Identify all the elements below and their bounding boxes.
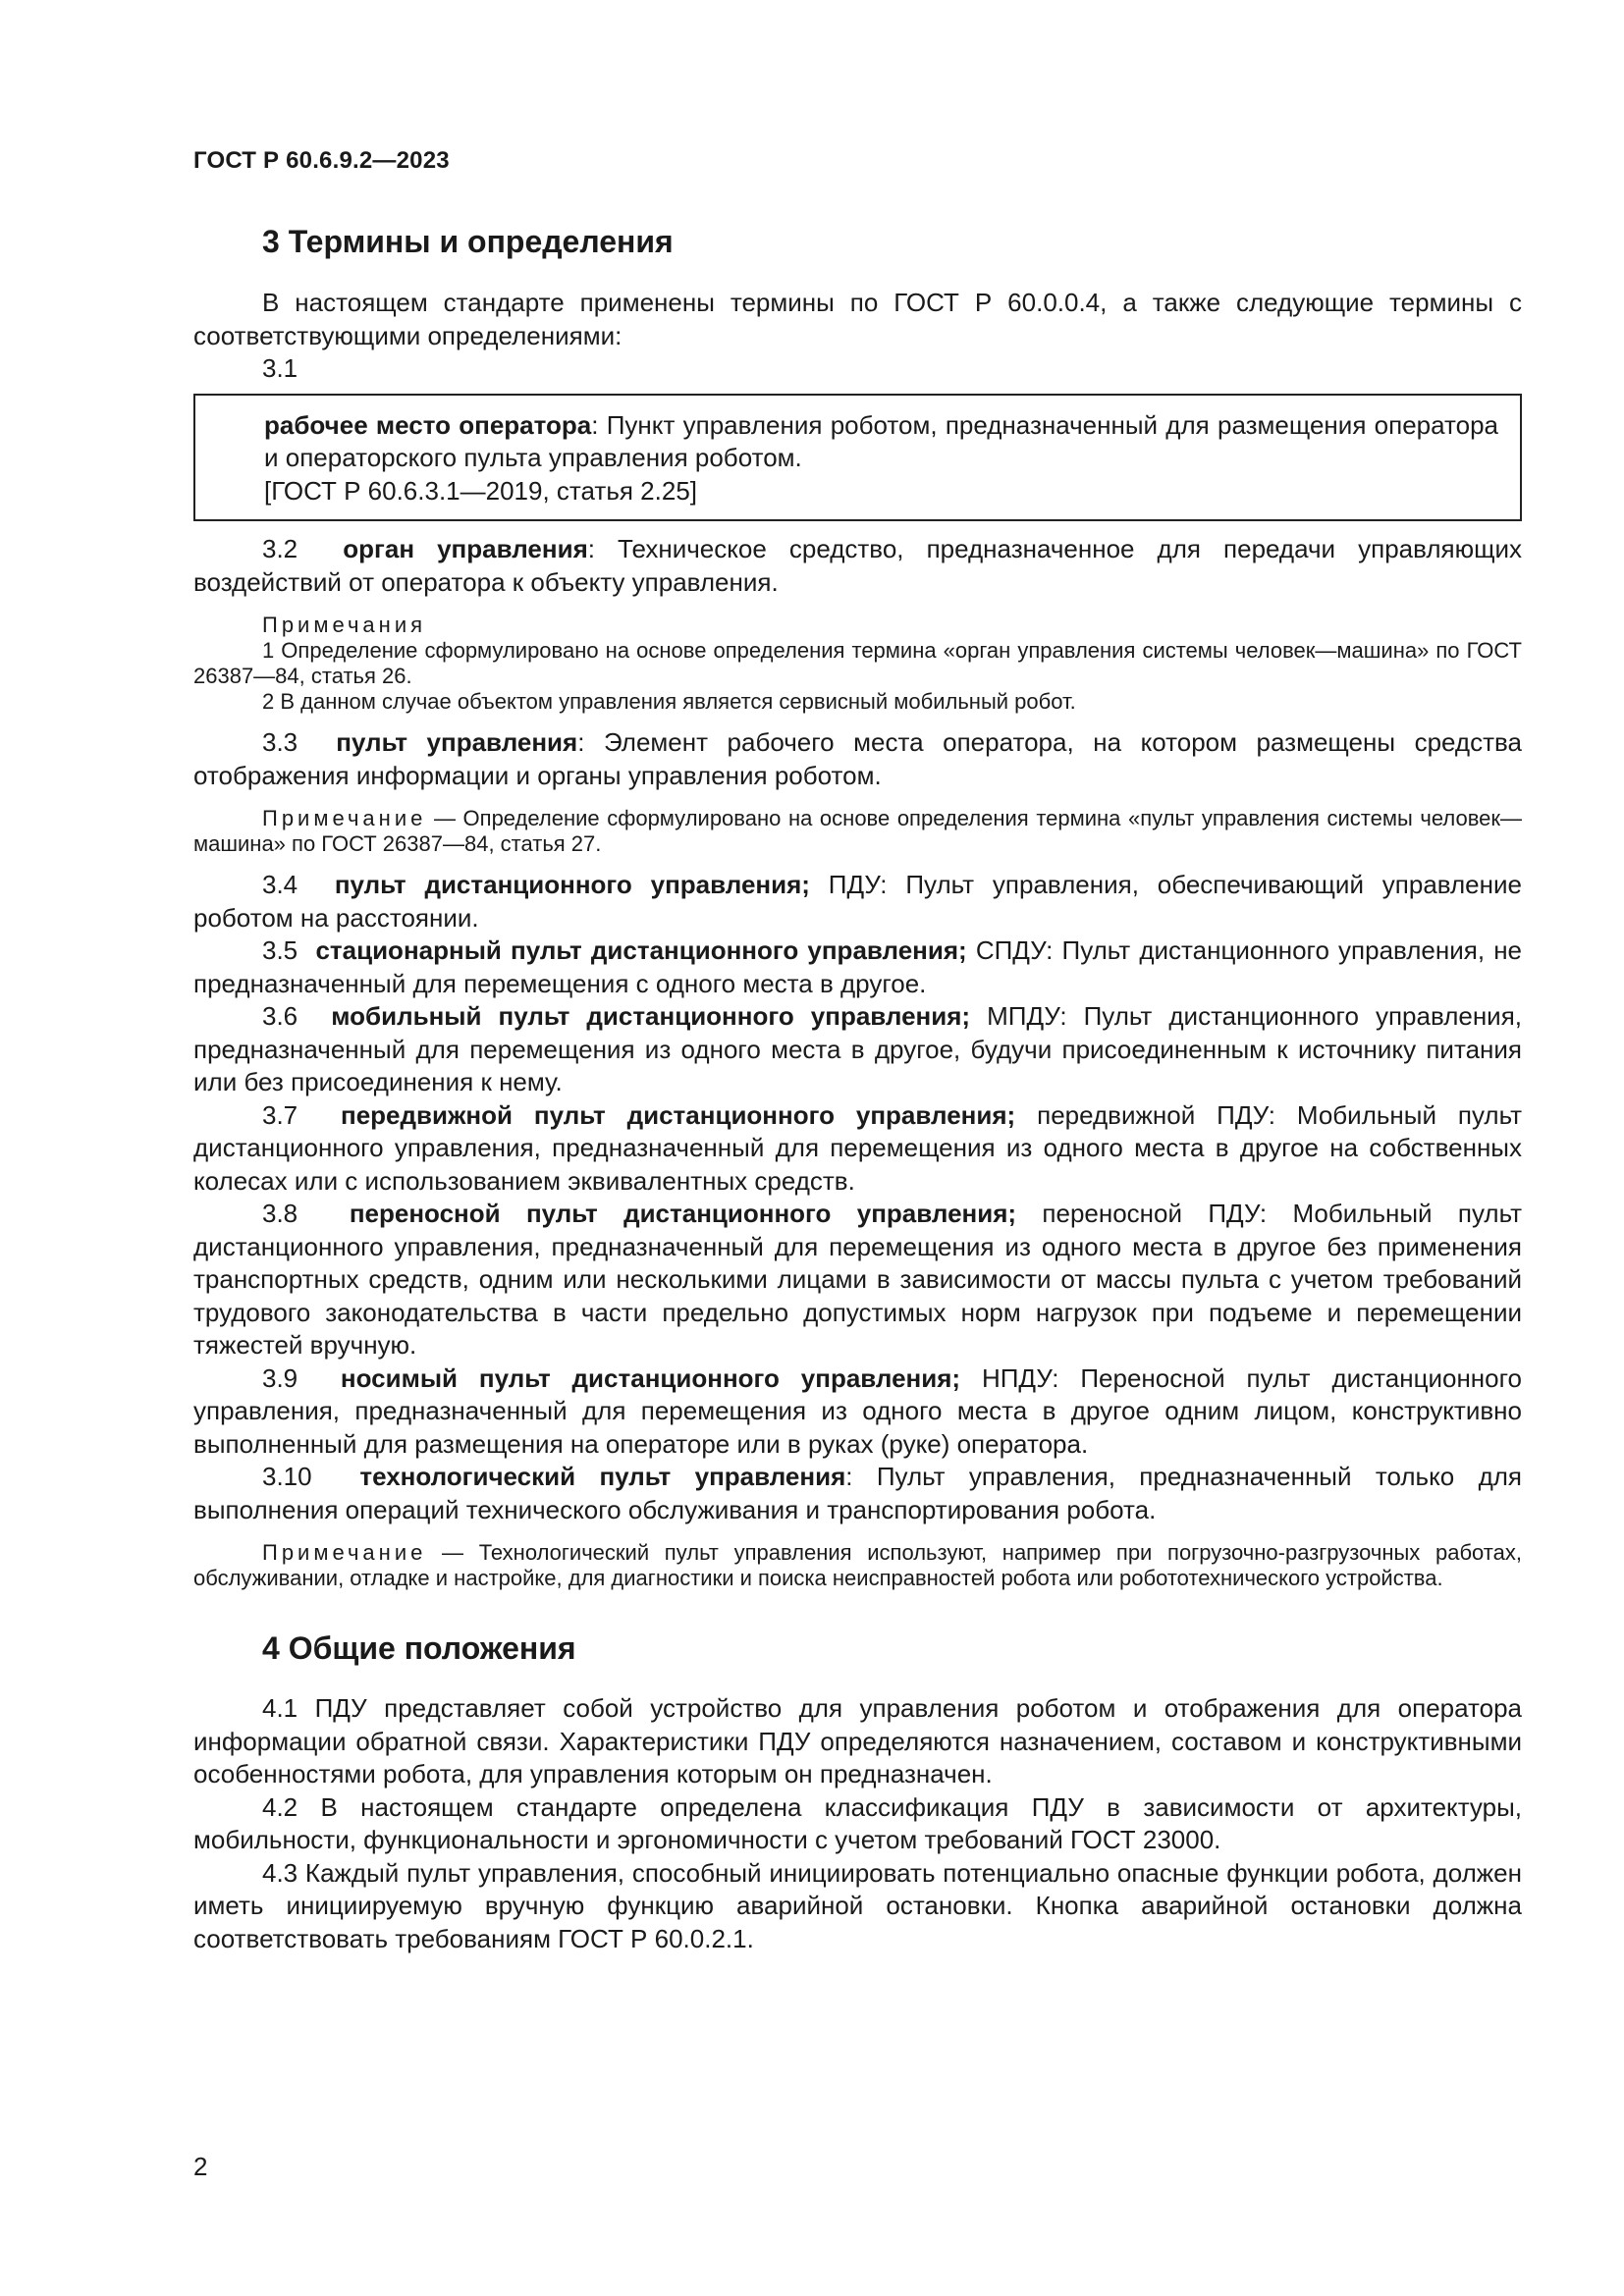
term-3-3 [193,726,1522,792]
term-3-4 [193,869,1522,934]
note-1: 1 Определение сформулировано на основе определения термина «орган управления системы человек—машина» по ГОСТ 26387—84, статья 26. [193,638,1522,688]
term-3-2-def: : Техническое средство, предназначенное для передачи управляющих воздействий от оператора к объекту управления. [193,534,1522,597]
page-number: 2 [193,2152,208,2181]
term-3-10-note [193,1540,1522,1591]
section-4-title: 4 Общие положения [262,1630,576,1666]
term-3-5-def: СПДУ: Пульт дистанционного управления, не предназначенный для перемещения с одного места в другое. [193,935,1523,998]
note-label: Примечание [262,1540,427,1565]
term-3-9-number: 3.9 [262,1362,298,1393]
paragraph-4-3: 4.3 Каждый пульт управления, способный инициировать потенциально опасные функции робота, должен иметь инициируемую вручную функцию аварийной остановки. Кнопка аварийной остановки должна соответствовать требованиям ГОСТ Р 60.0.2.1. [193,1857,1522,1953]
term-3-1-box [193,394,1522,522]
notes-title: Примечания [262,613,427,637]
term-3-3-number: 3.3 [262,727,298,757]
section-3-intro: В настоящем стандарте применены термины по ГОСТ Р 60.0.0.4, а также следующие термины с соответствующими определениями: [193,288,1522,350]
term-3-7-number: 3.7 [262,1099,298,1130]
term-3-6-def: МПДУ: Пульт дистанционного управления, предназначенный для перемещения из одного места в другое, будучи присоединенным к источнику питания или без присоединения к нему. [193,1001,1523,1096]
term-3-8 [193,1198,1522,1362]
term-3-3-note [193,806,1522,857]
term-3-1-definition [264,409,1498,475]
term-3-9-term: носимый пульт дистанционного управления; [340,1362,961,1393]
term-3-3-def: : Элемент рабочего места оператора, на котором размещены средства отображения информации и органы управления роботом. [193,727,1522,790]
section-3-body [193,287,1522,1955]
term-3-1-term: рабочее место оператора [264,409,592,440]
term-3-2-notes [193,613,1522,715]
term-3-10-term: технологический пульт управления [359,1462,846,1491]
term-3-1-def: : Пункт управления роботом, предназначенный для размещения оператора и операторского пульта управления роботом. [264,409,1498,472]
term-3-2 [193,533,1522,599]
term-3-7 [193,1099,1522,1199]
term-3-5-term: стационарный пульт дистанционного управления; [315,935,967,965]
term-3-2-number: 3.2 [262,534,298,563]
paragraph-4-2: 4.2 В настоящем стандарте определена классификация ПДУ в зависимости от архитектуры, мобильности, функциональности и эргономичности с учетом требований ГОСТ 23000. [193,1791,1522,1854]
term-3-4-term: пульт дистанционного управления; [334,870,810,899]
term-3-8-def: переносной ПДУ: Мобильный пульт дистанционного управления, предназначенный для перемещения из одного места в другое без применения транспортных средств, одним или несколькими лицами в зависимости от массы пульта с учетом требований трудового законодательства в части предельно допустимых норм нагрузок при подъеме и перемещении тяжестей вручную. [193,1199,1523,1360]
term-3-8-term: переносной пульт дистанционного управления; [349,1199,1017,1228]
term-3-10-number: 3.10 [262,1462,312,1491]
term-3-6-term: мобильный пульт дистанционного управления; [331,1001,971,1031]
term-3-4-def: ПДУ: Пульт управления, обеспечивающий управление роботом на расстоянии. [193,870,1522,933]
note-text: — Определение сформулировано на основе определения термина «пульт управления системы человек—машина» по ГОСТ 26387—84, статья 27. [193,806,1522,856]
term-3-5 [193,934,1522,1000]
term-3-4-number: 3.4 [262,870,298,899]
term-3-2-term: орган управления [343,534,588,563]
term-3-9-def: НПДУ: Переносной пульт дистанционного управления, предназначенный для перемещения из одного места в другое одним лицом, конструктивно выполненный для размещения на операторе или в руках (руке) оператора. [193,1362,1522,1459]
term-3-10 [193,1461,1522,1526]
document-code: ГОСТ Р 60.6.9.2—2023 [193,147,450,174]
term-3-7-def: передвижной ПДУ: Мобильный пульт дистанционного управления, предназначенный для перемещения из одного места в другое на собственных колесах или с использованием эквивалентных средств. [193,1099,1523,1196]
term-3-5-number: 3.5 [262,935,298,965]
paragraph-4-1: 4.1 ПДУ представляет собой устройство для управления роботом и отображения для оператора информации обратной связи. Характеристики ПДУ определяются назначением, составом и конструктивными особенностями робота, для управления которым он предназначен. [193,1693,1522,1789]
section-3-title: 3 Термины и определения [262,224,674,259]
term-3-1-number: 3.1 [262,353,298,383]
note-text: — Технологический пульт управления используют, например при погрузочно-разгрузочных работах, обслуживании, отладке и настройке, для диагностики и поиска неисправностей робота или робототехнического устройства. [193,1540,1522,1590]
term-3-9 [193,1362,1522,1462]
term-3-3-term: пульт управления [336,727,578,757]
term-3-1-source: [ГОСТ Р 60.6.3.1—2019, статья 2.25] [264,475,697,506]
term-3-8-number: 3.8 [262,1199,298,1228]
term-3-6-number: 3.6 [262,1001,298,1031]
note-2: 2 В данном случае объектом управления является сервисный мобильный робот. [262,689,1076,714]
note-label: Примечание [262,806,427,830]
term-3-10-def: : Пульт управления, предназначенный только для выполнения операций технического обслуживания и транспортирования робота. [193,1462,1523,1524]
term-3-6 [193,1000,1522,1099]
term-3-7-term: передвижной пульт дистанционного управления; [341,1099,1016,1130]
